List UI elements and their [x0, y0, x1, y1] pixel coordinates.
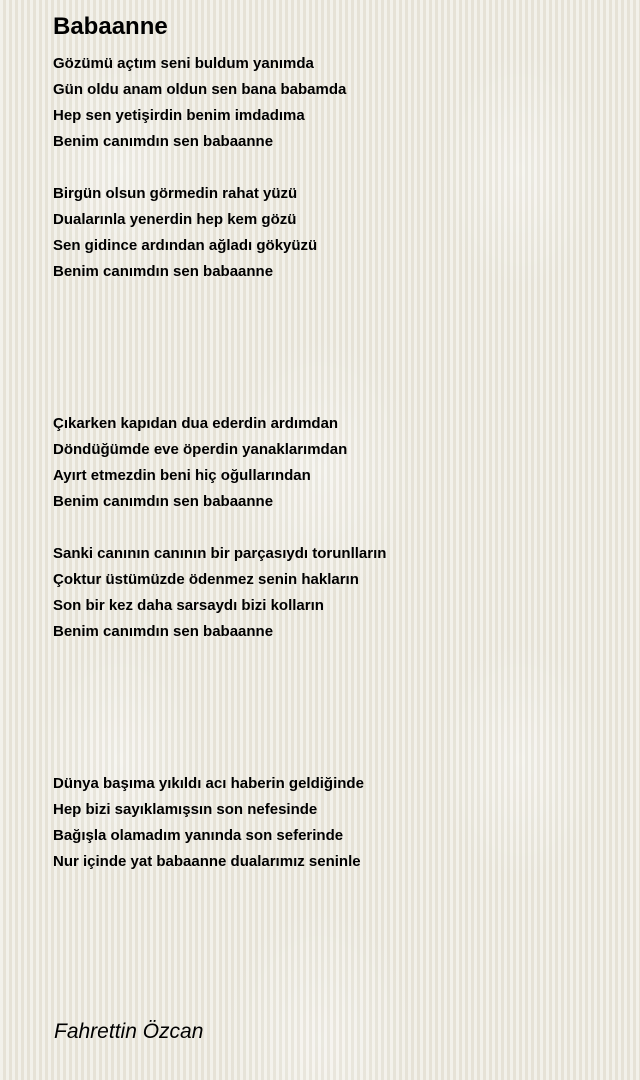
- poem-line: Çıkarken kapıdan dua ederdin ardımdan: [53, 415, 339, 432]
- poem-line: Dünya başıma yıkıldı acı haberin geldiğinde: [53, 775, 364, 792]
- poem-line: Bağışla olamadım yanında son seferinde: [53, 827, 344, 844]
- poem-line: Benim canımdın sen babaanne: [53, 493, 274, 510]
- poem-line: Sanki canının canının bir parçasıydı torunlların: [53, 545, 387, 562]
- poem-line: Son bir kez daha sarsaydı bizi kolların: [53, 597, 324, 614]
- poem-author: Fahrettin Özcan: [54, 1020, 204, 1043]
- poem-line: Gözümü açtım seni buldum yanımda: [53, 55, 314, 72]
- stanza-2: [53, 181, 613, 285]
- poem-line: Benim canımdın sen babaanne: [53, 263, 274, 280]
- poem-line: Hep bizi sayıklamışsın son nefesinde: [53, 801, 318, 818]
- poem-line: Nur içinde yat babaanne dualarımız seninle: [53, 853, 361, 870]
- poem-line: Ayırt etmezdin beni hiç oğullarından: [53, 467, 311, 484]
- poem-line: Benim canımdın sen babaanne: [53, 623, 274, 640]
- poem-line: Benim canımdın sen babaanne: [53, 133, 274, 150]
- poem-line: Sen gidince ardından ağladı gökyüzü: [53, 237, 318, 254]
- poem-line: Gün oldu anam oldun sen bana babamda: [53, 81, 347, 98]
- poem-line: Çoktur üstümüzde ödenmez senin hakların: [53, 571, 359, 588]
- poem-line: Döndüğümde eve öperdin yanaklarımdan: [53, 441, 348, 458]
- poem-line: Hep sen yetişirdin benim imdadıma: [53, 107, 305, 124]
- stanza-1: [53, 51, 613, 155]
- poem-line: Dualarınla yenerdin hep kem gözü: [53, 211, 297, 228]
- stanza-5: [53, 771, 613, 875]
- stanza-3: [53, 411, 613, 515]
- stanza-4: [53, 541, 613, 645]
- poem-title: Babaanne: [53, 13, 168, 40]
- poem-line: Birgün olsun görmedin rahat yüzü: [53, 185, 298, 202]
